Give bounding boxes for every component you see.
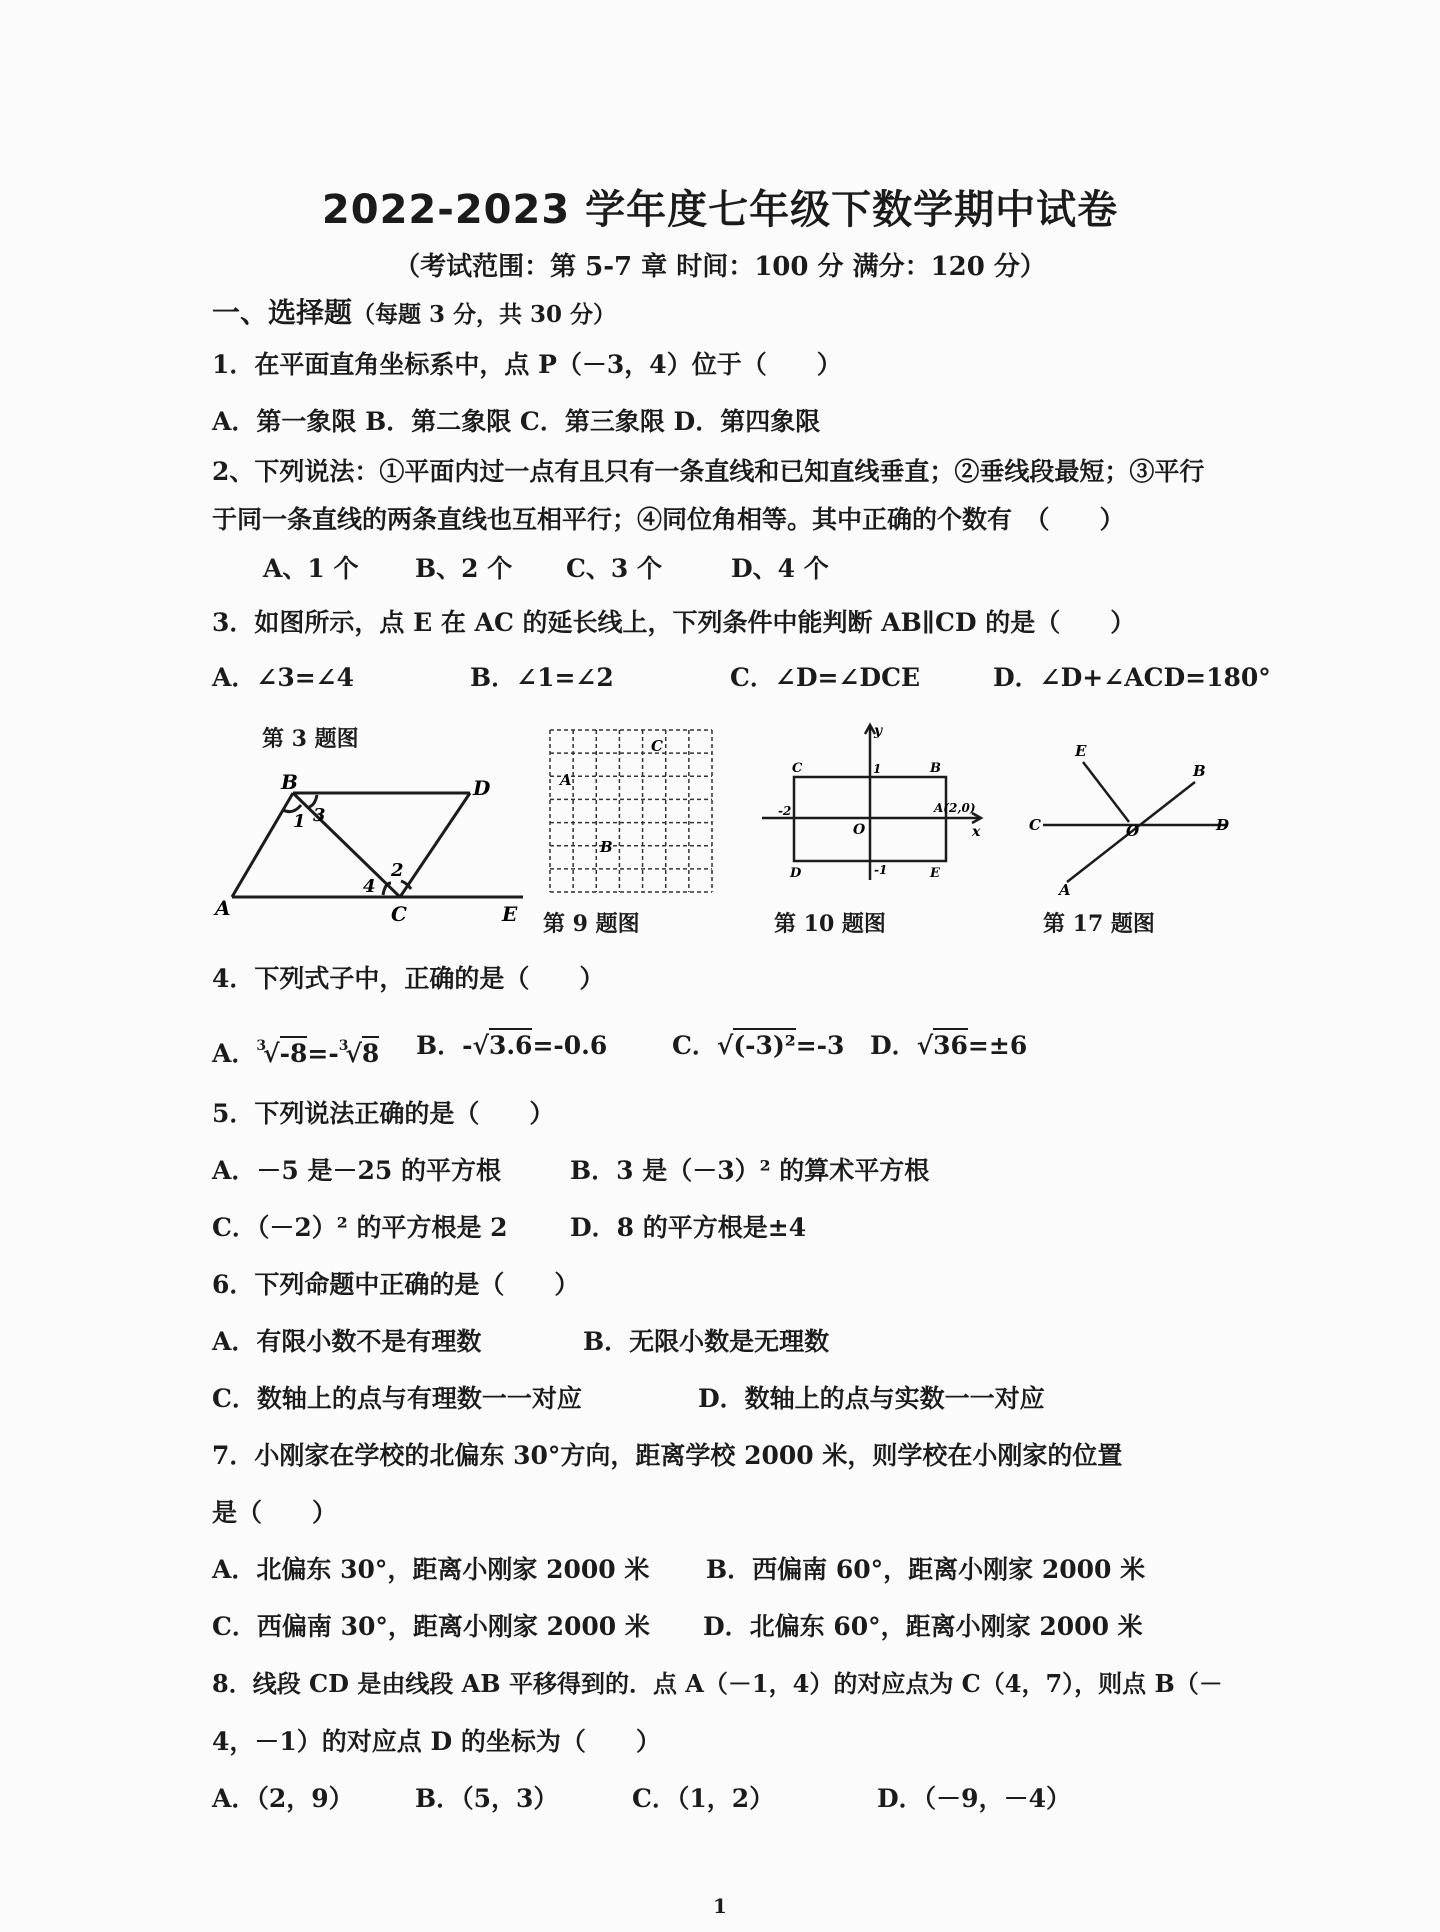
- fig10-tick-minus1: -1: [874, 863, 888, 877]
- fig10-label-B: B: [930, 761, 941, 776]
- q7-option-a: A．北偏东 30°，距离小刚家 2000 米: [212, 1555, 650, 1584]
- q8-option-d: D．（－9，－4）: [877, 1784, 1071, 1813]
- fig10-coordinate-rectangle: [762, 722, 987, 882]
- fig10-label-y: y: [874, 723, 883, 739]
- fig9-grid: [548, 728, 714, 894]
- q8-option-b: B．（5，3）: [415, 1784, 559, 1813]
- fig10-label-C: C: [792, 761, 803, 776]
- fig10-label-E: E: [930, 866, 940, 881]
- fig17-intersecting-lines: [1025, 742, 1240, 897]
- fig9-label-C: C: [651, 737, 663, 755]
- q2-option-c: C、3 个: [566, 554, 662, 583]
- q8-stem-line2: 4，－1）的对应点 D 的坐标为（ ）: [212, 1727, 661, 1756]
- q4-option-c: [672, 1029, 844, 1063]
- q2-stem-line1: 2、下列说法：①平面内过一点有且只有一条直线和已知直线垂直；②垂线段最短；③平行: [212, 457, 1205, 486]
- q8-option-c: C．（1，2）: [632, 1784, 775, 1813]
- fig17-label-O: O: [1126, 822, 1140, 840]
- q4-stem: 4．下列式子中，正确的是（ ）: [212, 964, 605, 993]
- q7-option-d: D．北偏东 60°，距离小刚家 2000 米: [703, 1612, 1143, 1641]
- fig3-angle-1: 1: [293, 811, 306, 832]
- q6-option-d: D．数轴上的点与实数一一对应: [698, 1384, 1045, 1413]
- fig3-angle-2: 2: [391, 860, 404, 881]
- q7-stem-line2: 是（ ）: [212, 1498, 338, 1527]
- fig10-label-A: A(2,0): [934, 801, 976, 815]
- fig17-caption: 第 17 题图: [1043, 911, 1155, 937]
- q4-a-label: A．: [212, 1039, 257, 1068]
- fig10-label-O: O: [853, 822, 866, 838]
- fig10-tick-minus2: -2: [778, 804, 792, 818]
- q4-option-b: [416, 1029, 607, 1063]
- q2-stem-line2: 于同一条直线的两条直线也互相平行；④同位角相等。其中正确的个数有 （ ）: [212, 505, 1125, 534]
- q8-stem-line1: 8．线段 CD 是由线段 AB 平移得到的．点 A（－1，4）的对应点为 C（4，7），则点 B（－: [212, 1669, 1223, 1698]
- section-title: 一、选择题: [212, 296, 353, 329]
- fig3-parallelogram: [205, 765, 535, 925]
- fig3-angle-4: 4: [363, 876, 376, 897]
- q4-a-index1: 3: [256, 1038, 267, 1054]
- q4-a-index2: 3: [338, 1038, 349, 1054]
- section-note: （每题 3 分，共 30 分）: [352, 301, 617, 328]
- fig10-label-x: x: [972, 824, 981, 840]
- fig17-label-E: E: [1075, 742, 1087, 760]
- fig17-label-C: C: [1029, 816, 1041, 834]
- q2-option-b: B、2 个: [415, 554, 513, 583]
- q5-stem: 5．下列说法正确的是（ ）: [212, 1099, 555, 1128]
- q3-option-d: D．∠D+∠ACD=180°: [993, 663, 1271, 692]
- q3-option-a: A．∠3=∠4: [212, 663, 355, 692]
- q4-d-prefix: √: [916, 1031, 934, 1060]
- exam-title: 2022-2023 学年度七年级下数学期中试卷: [321, 187, 1119, 233]
- fig9-label-B: B: [600, 838, 613, 856]
- q4-a-radicand1: -8: [280, 1036, 308, 1068]
- fig17-label-A: A: [1059, 881, 1071, 897]
- q3-option-b: B．∠1=∠2: [470, 663, 614, 692]
- q6-option-b: B．无限小数是无理数: [583, 1327, 830, 1356]
- q4-d-result: =±6: [967, 1031, 1028, 1060]
- q4-c-result: =-3: [795, 1031, 845, 1060]
- fig10-caption: 第 10 题图: [774, 911, 886, 937]
- fig3-label-B: B: [281, 770, 298, 794]
- q1-stem: 1．在平面直角坐标系中，点 P（－3，4）位于（ ）: [212, 350, 842, 379]
- q4-c-radicand: (-3)²: [733, 1028, 795, 1060]
- q1-options: A．第一象限 B．第二象限 C．第三象限 D．第四象限: [212, 407, 821, 436]
- q4-a-middle: =-: [307, 1039, 339, 1068]
- q4-option-a: A．$^3$√-8=-$^3$√8: [212, 1038, 380, 1068]
- q2-option-a: A、1 个: [263, 554, 359, 583]
- q6-option-c: C．数轴上的点与有理数一一对应: [212, 1384, 582, 1413]
- q7-option-b: B．西偏南 60°，距离小刚家 2000 米: [706, 1555, 1146, 1584]
- q5-option-d: D．8 的平方根是±4: [570, 1213, 807, 1242]
- q3-stem: 3．如图所示，点 E 在 AC 的延长线上，下列条件中能判断 AB∥CD 的是（ ）: [212, 608, 1136, 637]
- q4-c-label: C．: [672, 1031, 717, 1060]
- q4-b-label: B．: [416, 1031, 463, 1060]
- q6-option-a: A．有限小数不是有理数: [212, 1327, 482, 1356]
- q4-d-label: D．: [870, 1031, 917, 1060]
- fig9-label-A: A: [560, 771, 572, 789]
- fig10-tick-1: 1: [873, 762, 882, 776]
- q8-option-a: A．（2，9）: [212, 1784, 354, 1813]
- q7-option-c: C．西偏南 30°，距离小刚家 2000 米: [212, 1612, 650, 1641]
- q4-a-radicand2: 8: [362, 1036, 379, 1068]
- section-heading: [212, 296, 616, 332]
- exam-subtitle: （考试范围：第 5-7 章 时间：100 分 满分：120 分）: [394, 252, 1046, 282]
- q4-option-d: [870, 1029, 1027, 1063]
- fig9-caption: 第 9 题图: [543, 911, 640, 937]
- q4-b-radicand: 3.6: [489, 1028, 533, 1060]
- q4-c-prefix: √: [716, 1031, 734, 1060]
- q4-b-prefix: -√: [462, 1031, 489, 1060]
- q4-d-radicand: 36: [933, 1028, 968, 1060]
- fig17-label-B: B: [1193, 762, 1206, 780]
- q7-stem-line1: 7．小刚家在学校的北偏东 30°方向，距离学校 2000 米，则学校在小刚家的位置: [212, 1441, 1123, 1470]
- fig3-caption: 第 3 题图: [262, 726, 359, 752]
- q2-option-d: D、4 个: [731, 554, 829, 583]
- fig17-label-D: D: [1216, 816, 1230, 834]
- q5-option-b: B．3 是（－3）² 的算术平方根: [570, 1156, 930, 1185]
- q4-b-result: =-0.6: [532, 1031, 608, 1060]
- fig3-angle-3: 3: [313, 805, 326, 826]
- fig3-label-A: A: [215, 896, 231, 920]
- page-number: 1: [713, 1894, 727, 1918]
- q3-option-c: C．∠D=∠DCE: [730, 663, 921, 692]
- q5-option-c: C．（－2）² 的平方根是 2: [212, 1213, 508, 1242]
- q6-stem: 6．下列命题中正确的是（ ）: [212, 1270, 580, 1299]
- q5-option-a: A．－5 是－25 的平方根: [212, 1156, 501, 1185]
- fig10-label-D: D: [790, 866, 802, 881]
- fig3-label-D: D: [473, 776, 491, 800]
- fig3-label-E: E: [502, 902, 518, 925]
- fig3-label-C: C: [391, 902, 407, 925]
